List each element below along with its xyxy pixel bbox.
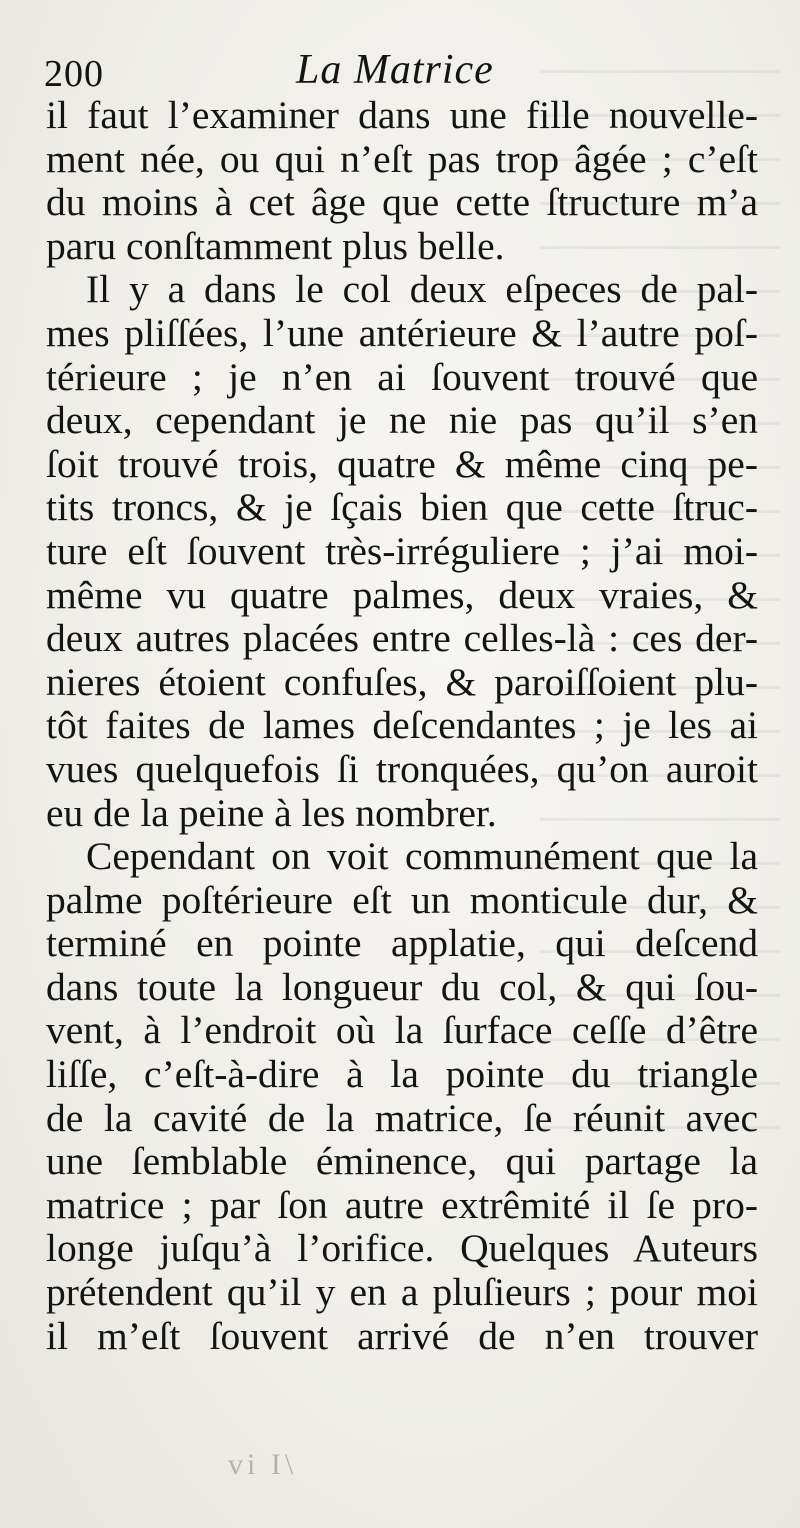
text-line: ture eſt ſouvent très-irréguliere ; j’ai moi-	[46, 528, 758, 573]
text-line: vent, à l’endroit où la ſurface ceſſe d’être	[46, 1008, 758, 1053]
text-line: tits troncs, & je ſçais bien que cette ſtruc-	[46, 485, 758, 530]
text-line: deux, cependant je ne nie pas qu’il s’en	[46, 398, 758, 443]
text-line: il faut l’examiner dans une fille nouvelle-	[46, 93, 758, 137]
text-line: prétendent qu’il y en a pluſieurs ; pour moi	[46, 1270, 758, 1315]
text-line: mes pliſſées, l’une antérieure & l’autre poſ-	[46, 310, 758, 355]
text-line: matrice ; par ſon autre extrêmité il ſe pro-	[46, 1182, 758, 1227]
text-line: liſſe, c’eſt-à-dire à la pointe du triangle	[46, 1052, 758, 1097]
text-line: longe juſqu’à l’orifice. Quelques Auteurs	[46, 1226, 758, 1271]
text-line: du moins à cet âge que cette ſtructure m’a	[46, 180, 758, 225]
faint-footer-mark: vi I\	[228, 1448, 298, 1481]
text-line: Il y a dans le col deux eſpeces de pal-	[86, 267, 758, 312]
text-line: Cependant on voit communément que la	[86, 834, 758, 879]
text-line: palme poſtérieure eſt un monticule dur, &	[46, 877, 758, 922]
page-number: 200	[44, 53, 104, 95]
text-line: nieres étoient confuſes, & paroiſſoient plu-	[46, 659, 758, 704]
text-line: térieure ; je n’en ai ſouvent trouvé que	[46, 354, 758, 399]
text-line: paru conſtamment plus belle.	[46, 223, 505, 268]
text-line: tôt faites de lames deſcendantes ; je les ai	[46, 703, 758, 748]
text-line: terminé en pointe applatie, qui deſcend	[46, 921, 758, 966]
text-line: deux autres placées entre celles-là : ces der-	[46, 616, 758, 661]
text-line: dans toute la longueur du col, & qui ſou-	[46, 964, 758, 1009]
text-line: ment née, ou qui n’eſt pas trop âgée ; c’eſt	[46, 136, 758, 181]
text-line: eu de la peine à les nombrer.	[46, 790, 497, 835]
text-line: même vu quatre palmes, deux vraies, &	[46, 572, 758, 617]
body-text	[46, 94, 758, 1358]
text-line: ſoit trouvé trois, quatre & même cinq pe-	[46, 441, 758, 486]
text-line: de la cavité de la matrice, ſe réunit avec	[46, 1095, 758, 1140]
text-line: vues quelquefois ſi tronquées, qu’on auroit	[46, 746, 758, 791]
text-line: il m’eſt ſouvent arrivé de n’en trouver	[46, 1313, 758, 1358]
running-title: La Matrice	[296, 47, 494, 93]
text-line: une ſemblable éminence, qui partage la	[46, 1139, 758, 1184]
